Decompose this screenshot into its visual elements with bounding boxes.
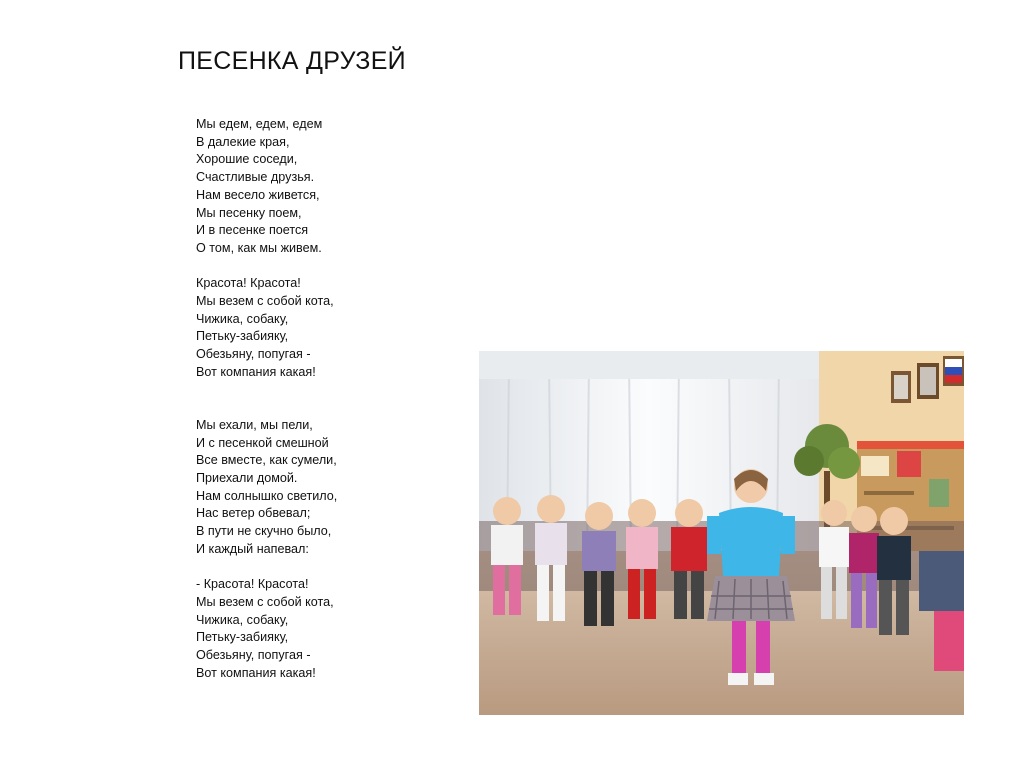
stanza-4 [196, 576, 466, 682]
poem-line: Вот компания какая! [196, 364, 316, 379]
poem-line: В далекие края, [196, 134, 290, 149]
poem-line: Обезьяну, попугая - [196, 648, 311, 663]
poem-line: - Красота! Красота! [196, 577, 309, 592]
poem-line: Мы везем с собой кота, [196, 594, 334, 609]
poem-line: Хорошие соседи, [196, 152, 298, 167]
poem-line: Нас ветер обвевал; [196, 506, 311, 521]
poem-line: Все вместе, как сумели, [196, 453, 337, 468]
page-title: ПЕСЕНКА ДРУЗЕЙ [178, 47, 406, 75]
poem-line: Обезьяну, попугая - [196, 347, 311, 362]
poem-line: О том, как мы живем. [196, 240, 322, 255]
poem-line: Счастливые друзья. [196, 170, 315, 185]
poem-line: Красота! Красота! [196, 276, 301, 291]
poem-line: Чижика, собаку, [196, 311, 289, 326]
poem-line: Вот компания какая! [196, 665, 316, 680]
poem-line: Мы песенку поем, [196, 205, 302, 220]
photo-illustration [479, 351, 964, 715]
poem-line: Нам весело живется, [196, 187, 320, 202]
poem-line: В пути не скучно было, [196, 524, 332, 539]
kindergarten-photo [479, 351, 964, 715]
curtain-valance [479, 351, 819, 379]
poem-line: Мы едем, едем, едем [196, 117, 323, 131]
poem-line: Приехали домой. [196, 471, 298, 486]
poem-line: Мы везем с собой кота, [196, 294, 334, 309]
poem-text [196, 116, 466, 682]
poem-line: И с песенкой смешной [196, 435, 329, 450]
poem-line: Петьку-забияку, [196, 329, 289, 344]
poem-line: И в песенке поется [196, 223, 309, 238]
poem-line: И каждый напевал: [196, 541, 309, 556]
poem-line: Мы ехали, мы пели, [196, 417, 313, 432]
poem-line: Петьку-забияку, [196, 630, 289, 645]
poem-line: Нам солнышко светило, [196, 488, 338, 503]
stanza-2 [196, 275, 466, 381]
stanza-3 [196, 417, 466, 559]
poem-line: Чижика, собаку, [196, 612, 289, 627]
stanza-1 [196, 116, 466, 258]
